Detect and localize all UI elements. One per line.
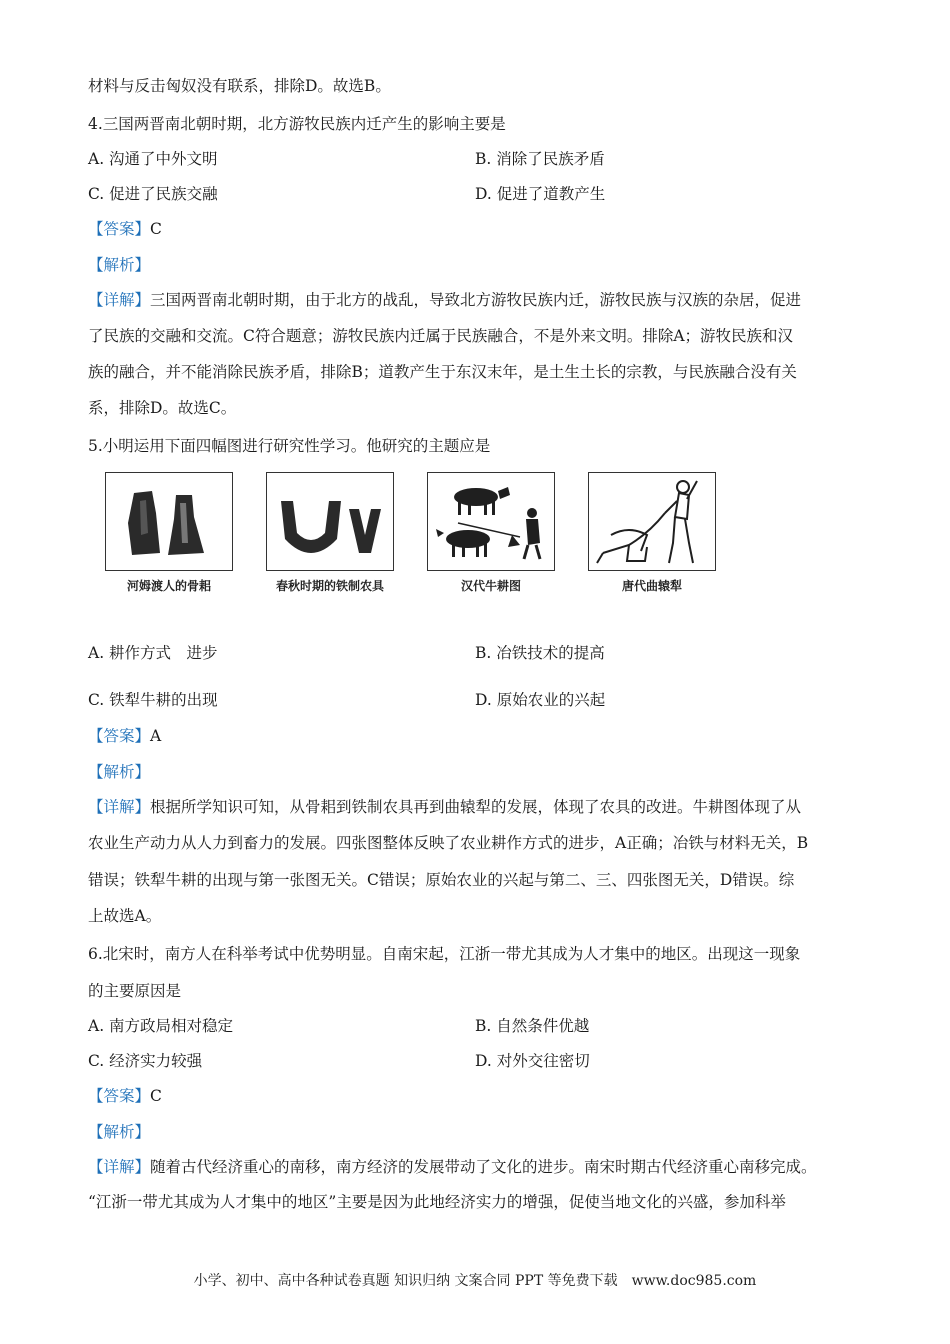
q6-explanation-line: “江浙一带尤其成为人才集中的地区”主要是因为此地经济实力的增强，促使当地文化的兴盛，参加科举 [88, 1193, 786, 1211]
text-line: 材料与反击匈奴没有联系，排除D。故选B。 [88, 77, 391, 95]
q6-analysis-tag: 【解析】 [88, 1123, 151, 1141]
q5-option-a: A. 耕作方式 进步 [88, 644, 218, 662]
q5-explanation-line: 【详解】根据所学知识可知，从骨耜到铁制农具再到曲辕犁的发展，体现了农具的改进。牛耕图体现了从 [88, 798, 802, 816]
q5-option-c: C. 铁犁牛耕的出现 [88, 691, 218, 709]
figure-caption: 河姆渡人的骨耜 [126, 579, 211, 593]
q4-explanation-line: 【详解】三国两晋南北朝时期，由于北方的战乱，导致北方游牧民族内迁，游牧民族与汉族的杂居，促进 [88, 291, 802, 309]
detail-tag: 【详解】 [88, 798, 151, 816]
q6-explanation-line: 【详解】随着古代经济重心的南移，南方经济的发展带动了文化的进步。南宋时期古代经济重心南移完成。 [88, 1158, 817, 1176]
figure-bone-spade [105, 472, 233, 594]
figure-iron-tools [266, 472, 394, 594]
answer-tag: 【答案】 [88, 1087, 151, 1105]
q5-option-d: D. 原始农业的兴起 [475, 691, 606, 709]
figure-ox-plowing [427, 472, 555, 594]
q5-explanation-line: 错误；铁犁牛耕的出现与第一张图无关。C错误；原始农业的兴起与第二、三、四张图无关，D错误。综 [88, 871, 795, 889]
q4-option-b: B. 消除了民族矛盾 [475, 150, 605, 168]
q6-option-d: D. 对外交往密切 [475, 1052, 590, 1070]
q4-explanation-line: 系，排除D。故选C。 [88, 399, 237, 417]
figure-curved-plow [588, 472, 716, 594]
detail-tag: 【详解】 [88, 1158, 151, 1176]
q4-option-d: D. 促进了道教产生 [475, 185, 606, 203]
answer-tag: 【答案】 [88, 727, 151, 745]
question-5-stem: 5.小明运用下面四幅图进行研究性学习。他研究的主题应是 [88, 437, 491, 455]
q4-answer [88, 219, 162, 239]
q6-option-b: B. 自然条件优越 [475, 1017, 590, 1035]
question-6-stem-cont: 的主要原因是 [88, 982, 182, 1000]
q6-option-a: A. 南方政局相对稳定 [88, 1017, 234, 1035]
q5-explanation-line: 农业生产动力从人力到畜力的发展。四张图整体反映了农业耕作方式的进步，A正确；冶铁与材料无关，B [88, 834, 809, 852]
question-4-stem: 4.三国两晋南北朝时期，北方游牧民族内迁产生的影响主要是 [88, 115, 506, 133]
q4-option-a: A. 沟通了中外文明 [88, 150, 218, 168]
q5-option-b: B. 冶铁技术的提高 [475, 644, 605, 662]
figure-caption: 唐代曲辕犁 [621, 579, 682, 593]
answer-tag: 【答案】 [88, 220, 151, 238]
q5-analysis-tag: 【解析】 [88, 763, 151, 781]
figure-caption: 汉代牛耕图 [460, 579, 521, 593]
q4-option-c: C. 促进了民族交融 [88, 185, 218, 203]
q6-answer [88, 1086, 162, 1106]
q6-option-c: C. 经济实力较强 [88, 1052, 203, 1070]
answer-value: C [150, 1087, 162, 1105]
q4-explanation-line: 了民族的交融和交流。C符合题意；游牧民族内迁属于民族融合，不是外来文明。排除A；游牧民族和汉 [88, 327, 794, 345]
detail-tag: 【详解】 [88, 291, 151, 309]
page-footer: 小学、初中、高中各种试卷真题 知识归纳 文案合同 PPT 等免费下载 www.doc985.com [193, 1273, 757, 1289]
figure-caption: 春秋时期的铁制农具 [275, 579, 384, 593]
figure-row [105, 472, 725, 602]
q5-answer [88, 726, 161, 746]
answer-value: A [150, 727, 162, 745]
question-6-stem: 6.北宋时，南方人在科举考试中优势明显。自南宋起，江浙一带尤其成为人才集中的地区。出现这一现象 [88, 945, 801, 963]
q4-analysis-tag: 【解析】 [88, 256, 151, 274]
q5-explanation-line: 上故选A。 [88, 907, 162, 925]
answer-value: C [150, 220, 162, 238]
q4-explanation-line: 族的融合，并不能消除民族矛盾，排除B；道教产生于东汉末年，是土生土长的宗教，与民族融合没有关 [88, 363, 797, 381]
